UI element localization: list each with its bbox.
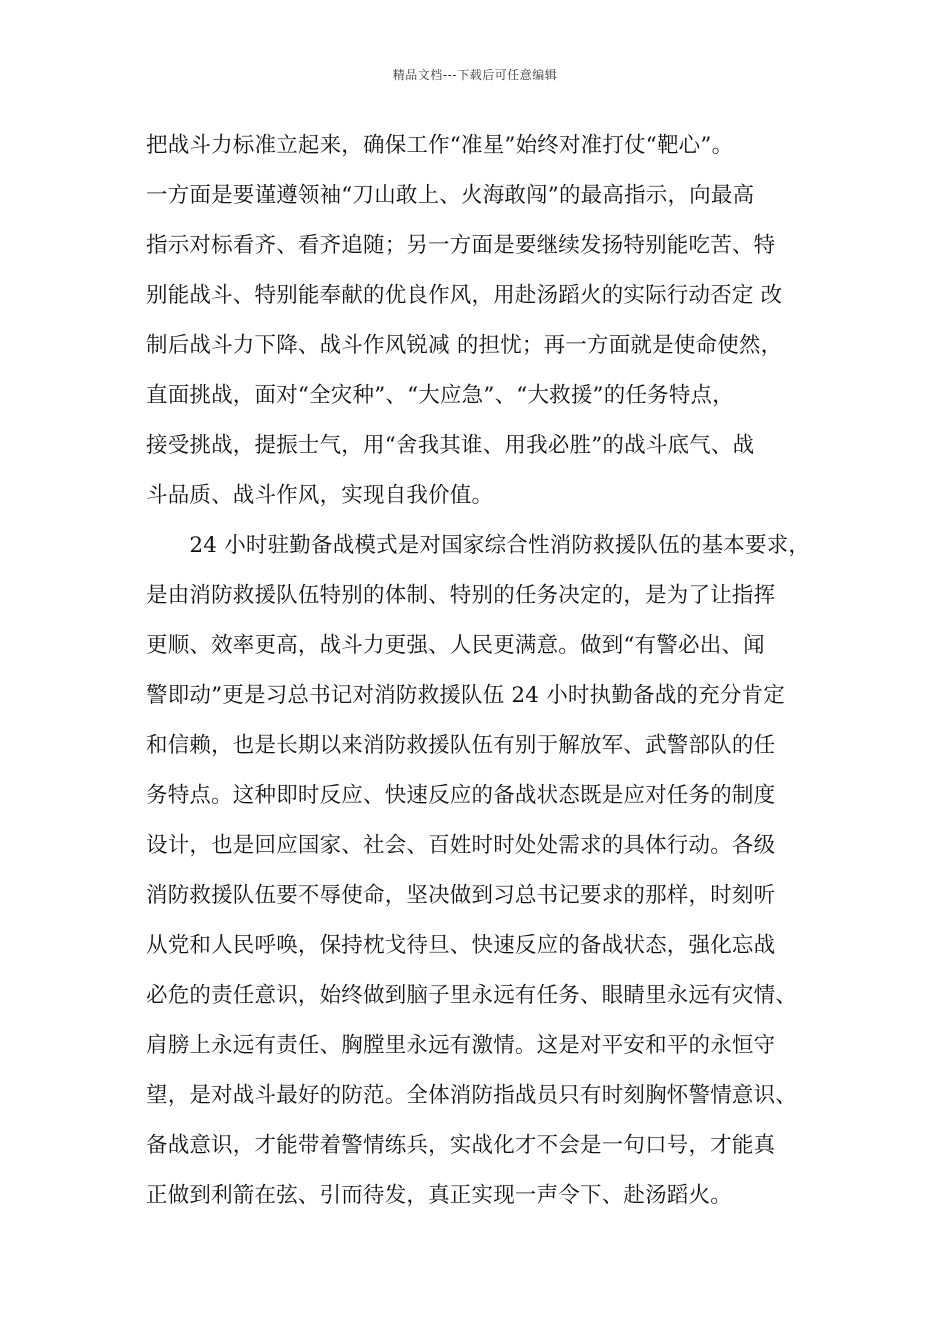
text-line: 是由消防救援队伍特别的体制、特别的任务决定的，是为了让指挥 — [146, 583, 776, 608]
text-line: 24 小时驻勤备战模式是对国家综合性消防救援队伍的基本要求， — [146, 533, 811, 558]
text-line: 更顺、效率更高，战斗力更强、人民更满意。做到“有警必出、闻 — [146, 633, 765, 658]
text-line: 设计，也是回应国家、社会、百姓时时处处需求的具体行动。各级 — [146, 833, 776, 858]
text-line: 斗品质、战斗作风，实现自我价值。 — [146, 483, 494, 508]
text-line: 务特点。这种即时反应、快速反应的备战状态既是应对任务的制度 — [146, 783, 776, 808]
text-line: 直面挑战，面对“全灾种”、“大应急”、“大救援”的任务特点， — [146, 383, 734, 408]
text-line: 制后战斗力下降、战斗作风锐减 的担忧；再一方面就是使命使然， — [146, 333, 783, 358]
page-header: 精品文档---下载后可任意编辑 — [392, 68, 558, 82]
text-line: 警即动”更是习总书记对消防救援队伍 24 小时执勤备战的充分肯定 — [146, 683, 785, 708]
text-line: 接受挑战，提振士气，用“舍我其谁、用我必胜”的战斗底气、战 — [146, 433, 755, 458]
paragraph-2 — [146, 528, 836, 1228]
text-line: 消防救援队伍要不辱使命，坚决做到习总书记要求的那样，时刻听 — [146, 883, 776, 908]
text-line: 和信赖，也是长期以来消防救援队伍有别于解放军、武警部队的任 — [146, 733, 776, 758]
text-line: 从党和人民呼唤，保持枕戈待旦、快速反应的备战状态，强化忘战 — [146, 933, 776, 958]
paragraph-1 — [146, 128, 836, 528]
text-line: 肩膀上永远有责任、胸膛里永远有激情。这是对平安和平的永恒守 — [146, 1033, 776, 1058]
text-line: 望，是对战斗最好的防范。全体消防指战员只有时刻胸怀警情意识、 — [146, 1083, 798, 1108]
text-line: 备战意识，才能带着警情练兵，实战化才不会是一句口号，才能真 — [146, 1133, 776, 1158]
document-body — [146, 128, 836, 1228]
text-line: 指示对标看齐、看齐追随；另一方面是要继续发扬特别能吃苦、特 — [146, 233, 776, 258]
text-line: 把战斗力标准立起来，确保工作“准星”始终对准打仗“靶心”。 — [146, 133, 734, 158]
text-line: 必危的责任意识，始终做到脑子里永远有任务、眼睛里永远有灾情、 — [146, 983, 798, 1008]
text-line: 别能战斗、特别能奉献的优良作风，用赴汤蹈火的实际行动否定 改 — [146, 283, 783, 308]
text-line: 一方面是要谨遵领袖“刀山敢上、火海敢闯”的最高指示，向最高 — [146, 183, 755, 208]
text-line: 正做到利箭在弦、引而待发，真正实现一声令下、赴汤蹈火。 — [146, 1183, 732, 1208]
